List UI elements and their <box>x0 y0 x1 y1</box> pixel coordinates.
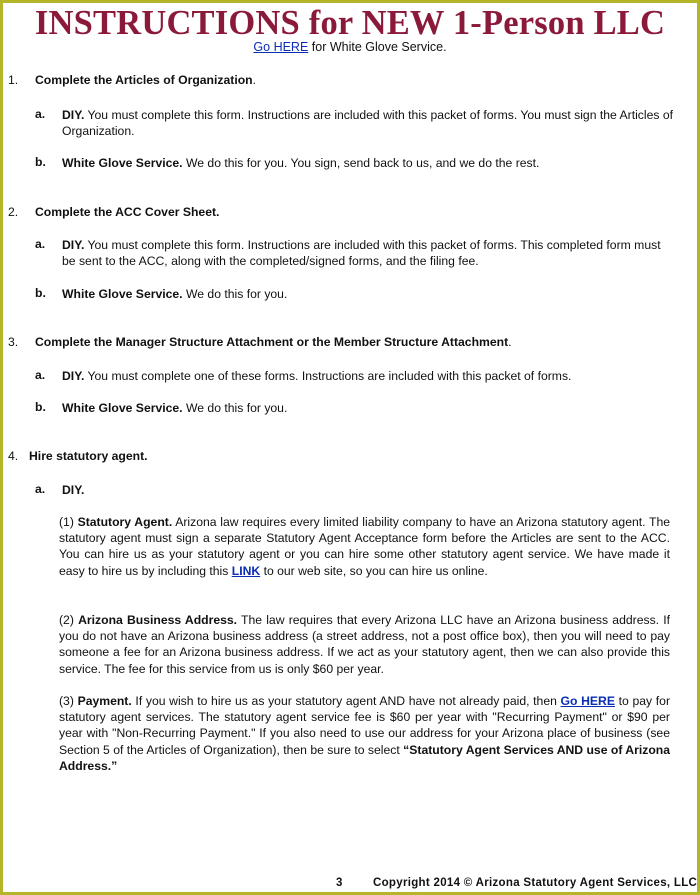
subtitle-line <box>3 40 697 54</box>
section-1-title: Complete the Articles of Organization. <box>35 73 256 87</box>
section-1-item-a-letter: a. <box>35 107 46 121</box>
subtitle-text: for White Glove Service. <box>308 40 447 54</box>
section-3-item-a-letter: a. <box>35 368 46 382</box>
section-4-item-a-letter: a. <box>35 482 46 496</box>
section-1-item-a: DIY. You must complete this form. Instructions are included with this packet of forms. You must sign the Articles of Organization. <box>62 108 674 139</box>
section-3-number: 3. <box>8 335 19 349</box>
diy-paragraph-statutory-agent: (1) Statutory Agent. Arizona law requires every limited liability company to have an Arizona statutory agent. The statutory agent must sign a separate Statutory Agent Acceptance form before the Articles are sent to the ACC. You can hire us as your statutory agent or you can hire some other statutory agent service. We have made it easy to hire us by including this LINK to our web site, so you can hire us online. <box>59 515 670 578</box>
section-4-title: Hire statutory agent. <box>29 449 148 463</box>
section-2-item-b-letter: b. <box>35 286 46 300</box>
section-1-number: 1. <box>8 73 19 87</box>
section-4-number: 4. <box>8 449 19 463</box>
section-3-item-b-letter: b. <box>35 400 46 414</box>
go-here-link-white-glove[interactable]: Go HERE <box>253 40 309 54</box>
go-here-link-payment[interactable]: Go HERE <box>560 694 615 708</box>
page-title: INSTRUCTIONS for NEW 1-Person LLC <box>34 4 666 42</box>
section-2-item-b: White Glove Service. We do this for you. <box>62 287 288 301</box>
link-hire-online[interactable]: LINK <box>231 563 261 578</box>
section-2-number: 2. <box>8 205 19 219</box>
section-3-item-b: White Glove Service. We do this for you. <box>62 401 288 415</box>
section-2-title: Complete the ACC Cover Sheet. <box>35 205 220 219</box>
section-1-item-b: White Glove Service. We do this for you. You sign, send back to us, and we do the rest. <box>62 156 540 170</box>
diy-paragraph-business-address: (2) Arizona Business Address. The law requires that every Arizona LLC have an Arizona business address. If you do not have an Arizona business address (a street address, not a post office box), then you will need to pay someone a fee for an Arizona business address. If we act as your statutory agent, then we can also provide this service. The fee for this service from us is only $60 per year. <box>59 613 671 676</box>
page-number: 3 <box>336 877 343 889</box>
closing-selection: “Statutory Agent Services AND use of Arizona Address.” <box>59 742 670 773</box>
section-4-item-a: DIY. <box>62 483 85 497</box>
section-2-item-a: DIY. You must complete this form. Instructions are included with this packet of forms. This completed form must be sent to the ACC, along with the completed/signed forms, and the filing fee. <box>62 238 661 269</box>
diy-paragraph-payment: (3) Payment. If you wish to hire us as your statutory agent AND have not already paid, then Go HERE to pay for statutory agent services. The statutory agent service fee is $60 per year with "Recurring Payment" or $90 per year with "Non-Recurring Payment." If you also need to use our address for your Arizona place of business (see Section 5 of the Articles of Organization), then be sure to select “Statutory Agent Services AND use of Arizona Address.” <box>59 694 671 773</box>
footer-copyright: Copyright 2014 © Arizona Statutory Agent Services, LLC <box>373 877 698 889</box>
section-3-title: Complete the Manager Structure Attachment or the Member Structure Attachment. <box>35 335 512 349</box>
section-3-item-a: DIY. You must complete one of these forms. Instructions are included with this packet of forms. <box>62 369 572 383</box>
section-2-item-a-letter: a. <box>35 237 46 251</box>
section-1-item-b-letter: b. <box>35 155 46 169</box>
